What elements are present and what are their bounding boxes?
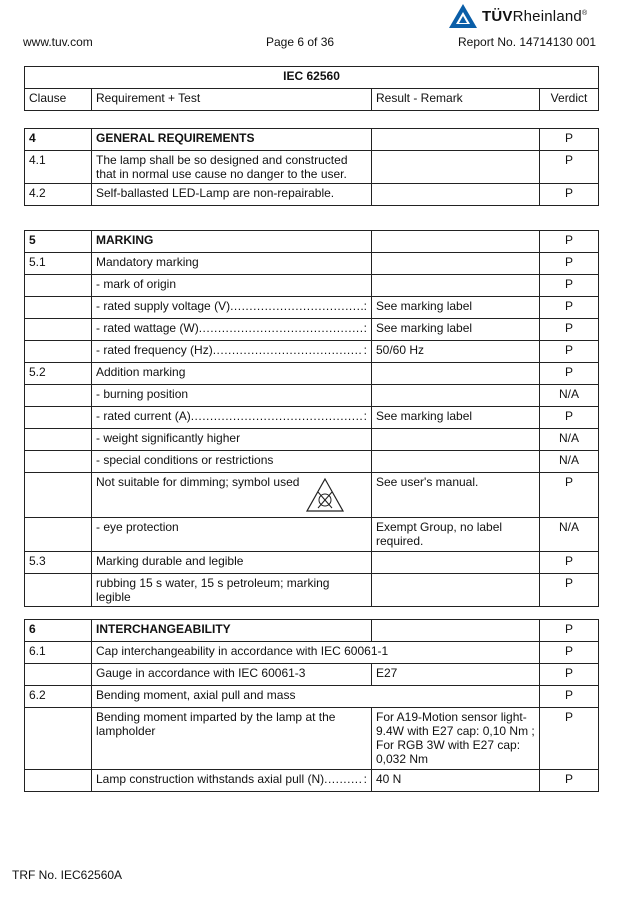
verdict-cell: P <box>540 319 599 341</box>
verdict-cell: P <box>540 363 599 385</box>
requirement-cell: - weight significantly higher <box>92 429 372 451</box>
requirement-label: Not suitable for dimming; symbol used <box>96 475 300 489</box>
table-row <box>25 620 599 642</box>
clause-cell: 5 <box>25 231 92 253</box>
clause-cell <box>25 385 92 407</box>
verdict-cell: P <box>540 231 599 253</box>
verdict-cell: P <box>540 770 599 792</box>
tuv-rheinland-logo <box>446 2 606 30</box>
verdict-cell: N/A <box>540 518 599 552</box>
table-row <box>25 407 599 429</box>
table-row <box>25 341 599 363</box>
requirement-cell <box>92 473 372 518</box>
requirement-label: - rated supply voltage (V) <box>96 299 231 313</box>
requirement-cell: - burning position <box>92 385 372 407</box>
col-header-verdict: Verdict <box>540 89 599 111</box>
verdict-cell: N/A <box>540 451 599 473</box>
result-cell <box>372 253 540 275</box>
section-heading: MARKING <box>92 231 372 253</box>
result-cell <box>372 620 540 642</box>
table-row <box>25 253 599 275</box>
requirement-cell: Cap interchangeability in accordance with IEC 60061-1 <box>92 642 540 664</box>
requirement-cell: Gauge in accordance with IEC 60061-3 <box>92 664 372 686</box>
tuv-triangle-icon <box>448 3 478 29</box>
clause-cell <box>25 407 92 429</box>
verdict-cell: P <box>540 407 599 429</box>
clause-cell <box>25 297 92 319</box>
requirement-cell: - rated wattage (W) ..... : <box>92 319 372 341</box>
requirement-cell: The lamp shall be so designed and constructed that in normal use cause no danger to the user. <box>92 151 372 184</box>
verdict-cell: P <box>540 184 599 206</box>
clause-cell: 4.2 <box>25 184 92 206</box>
result-cell <box>372 574 540 607</box>
result-cell: See marking label <box>372 297 540 319</box>
clause-cell <box>25 708 92 770</box>
clause-cell: 5.3 <box>25 552 92 574</box>
requirement-label: - rated current (A) <box>96 409 191 423</box>
result-cell <box>372 552 540 574</box>
clause-cell <box>25 770 92 792</box>
table-row <box>25 574 599 607</box>
table-row <box>25 473 599 518</box>
clause-cell: 5.2 <box>25 363 92 385</box>
requirement-cell: Self-ballasted LED-Lamp are non-repairable. <box>92 184 372 206</box>
table-row <box>25 664 599 686</box>
table-row <box>25 518 599 552</box>
verdict-cell: P <box>540 151 599 184</box>
result-cell: E27 <box>372 664 540 686</box>
requirement-cell: - rated supply voltage (V) ..... : <box>92 297 372 319</box>
clause-cell <box>25 275 92 297</box>
result-cell <box>372 129 540 151</box>
verdict-cell: P <box>540 552 599 574</box>
requirement-label: - rated frequency (Hz) <box>96 343 213 357</box>
requirement-label: Lamp construction withstands axial pull (N) <box>96 772 325 786</box>
section-6-table <box>24 619 599 792</box>
result-cell: 50/60 Hz <box>372 341 540 363</box>
col-header-requirement: Requirement + Test <box>92 89 372 111</box>
requirement-cell: - rated frequency (Hz) ..... : <box>92 341 372 363</box>
clause-cell <box>25 518 92 552</box>
requirement-cell: Bending moment imparted by the lamp at the lampholder <box>92 708 372 770</box>
section-5-table <box>24 230 599 607</box>
verdict-cell: P <box>540 275 599 297</box>
requirement-cell: - special conditions or restrictions <box>92 451 372 473</box>
result-cell <box>372 275 540 297</box>
result-cell <box>372 429 540 451</box>
clause-cell: 6.2 <box>25 686 92 708</box>
result-cell <box>372 363 540 385</box>
section-heading: GENERAL REQUIREMENTS <box>92 129 372 151</box>
clause-cell: 4 <box>25 129 92 151</box>
clause-cell <box>25 473 92 518</box>
section-4-table <box>24 128 599 206</box>
verdict-cell: P <box>540 473 599 518</box>
report-number: Report No. 14714130 001 <box>458 35 597 49</box>
requirement-cell: - rated current (A) ..... : <box>92 407 372 429</box>
clause-cell <box>25 319 92 341</box>
table-row <box>25 770 599 792</box>
verdict-cell: P <box>540 129 599 151</box>
col-header-result: Result - Remark <box>372 89 540 111</box>
result-cell: See user's manual. <box>372 473 540 518</box>
table-row <box>25 429 599 451</box>
verdict-cell: P <box>540 574 599 607</box>
result-cell: For A19-Motion sensor light-9.4W with E27 cap: 0,10 Nm ; For RGB 3W with E27 cap: 0,032 Nm <box>372 708 540 770</box>
result-cell: See marking label <box>372 319 540 341</box>
clause-cell <box>25 451 92 473</box>
requirement-cell: - mark of origin <box>92 275 372 297</box>
verdict-cell: P <box>540 341 599 363</box>
requirement-label: - rated wattage (W) <box>96 321 199 335</box>
verdict-cell: P <box>540 664 599 686</box>
no-dimming-symbol-icon <box>305 477 345 515</box>
standard-title: IEC 62560 <box>25 67 599 89</box>
table-row <box>25 184 599 206</box>
clause-cell <box>25 341 92 363</box>
table-row <box>25 451 599 473</box>
clause-cell <box>25 664 92 686</box>
clause-cell: 5.1 <box>25 253 92 275</box>
clause-cell <box>25 429 92 451</box>
trf-number: TRF No. IEC62560A <box>12 868 123 882</box>
verdict-cell: P <box>540 620 599 642</box>
table-row <box>25 642 599 664</box>
website-text: www.tuv.com <box>23 35 93 49</box>
result-cell: See marking label <box>372 407 540 429</box>
table-row <box>25 319 599 341</box>
requirement-cell: - eye protection <box>92 518 372 552</box>
table-row <box>25 151 599 184</box>
table-row <box>25 385 599 407</box>
table-row <box>25 275 599 297</box>
requirement-cell: Marking durable and legible <box>92 552 372 574</box>
table-row <box>25 231 599 253</box>
table-row <box>25 363 599 385</box>
clause-cell <box>25 574 92 607</box>
result-cell <box>372 451 540 473</box>
col-header-clause: Clause <box>25 89 92 111</box>
requirement-cell: Mandatory marking <box>92 253 372 275</box>
verdict-cell: P <box>540 642 599 664</box>
result-cell <box>372 231 540 253</box>
brand-name: TÜVRheinland® <box>482 8 588 25</box>
result-cell: Exempt Group, no label required. <box>372 518 540 552</box>
table-row <box>25 708 599 770</box>
table-row <box>25 686 599 708</box>
table-row <box>25 297 599 319</box>
clause-cell: 6.1 <box>25 642 92 664</box>
requirement-cell: Lamp construction withstands axial pull (N) ..... : <box>92 770 372 792</box>
verdict-cell: P <box>540 297 599 319</box>
result-cell: 40 N <box>372 770 540 792</box>
table-row <box>25 552 599 574</box>
clause-cell: 6 <box>25 620 92 642</box>
verdict-cell: N/A <box>540 385 599 407</box>
result-cell <box>372 151 540 184</box>
verdict-cell: P <box>540 253 599 275</box>
verdict-cell: N/A <box>540 429 599 451</box>
result-cell <box>372 385 540 407</box>
page-number: Page 6 of 36 <box>266 35 335 49</box>
clause-cell: 4.1 <box>25 151 92 184</box>
requirement-cell: rubbing 15 s water, 15 s petroleum; marking legible <box>92 574 372 607</box>
verdict-cell: P <box>540 708 599 770</box>
table-row <box>25 129 599 151</box>
verdict-cell: P <box>540 686 599 708</box>
requirement-cell: Bending moment, axial pull and mass <box>92 686 540 708</box>
result-cell <box>372 184 540 206</box>
section-heading: INTERCHANGEABILITY <box>92 620 372 642</box>
standard-header-table <box>24 66 599 111</box>
requirement-cell: Addition marking <box>92 363 372 385</box>
